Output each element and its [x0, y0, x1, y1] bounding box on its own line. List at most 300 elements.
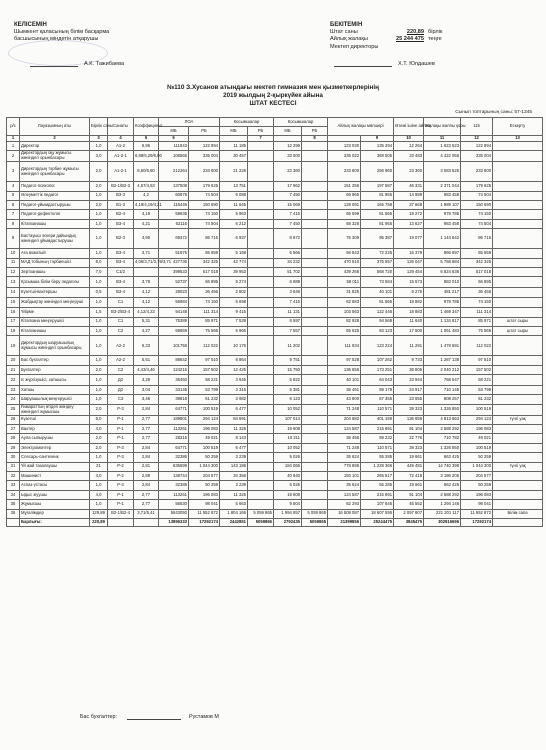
- table-row: [7, 191, 543, 200]
- table-cell: 116446: [159, 200, 189, 209]
- table-cell: 122 446: [361, 308, 394, 317]
- table-cell: А1-2: [108, 142, 134, 151]
- table-cell: 56 843: [328, 249, 361, 258]
- table-cell: 2,77: [134, 425, 159, 434]
- approve-heading: БЕКІТЕМІН: [330, 22, 363, 28]
- table-row: [7, 365, 543, 374]
- table-cell: 11 131: [274, 308, 302, 317]
- table-cell: штат сыры: [493, 327, 543, 336]
- table-cell: 2 097 607: [394, 509, 424, 518]
- position-name-cell: Іс жүргізушісі, хатшысы: [20, 375, 90, 386]
- table-cell: 6 566: [274, 249, 302, 258]
- table-cell: В2-1/В2-4: [108, 509, 134, 518]
- table-cell: 66 965: [328, 191, 361, 200]
- salary-fund-unit: теңге: [428, 36, 442, 43]
- table-cell: 2,84: [134, 443, 159, 452]
- table-row: [7, 229, 543, 249]
- table-cell: 4 813 663: [424, 415, 461, 424]
- table-cell: 64771: [159, 443, 189, 452]
- header-name: Лауазымның аты: [20, 118, 90, 136]
- table-cell: 74 150: [189, 297, 220, 308]
- table-cell: 6 088: [220, 191, 248, 200]
- table-cell: 5 966: [220, 327, 248, 336]
- table-cell: [302, 297, 328, 308]
- table-cell: 74 150: [189, 210, 220, 219]
- table-cell: 13 627: [394, 219, 424, 228]
- table-cell: 75 566: [461, 327, 493, 336]
- staff-count-unit: бірлік: [428, 29, 443, 36]
- table-cell: 11 202: [274, 336, 302, 356]
- table-cell: 335 004: [189, 151, 220, 162]
- table-cell: 4,0: [90, 425, 108, 434]
- column-number-cell: 3: [90, 136, 108, 142]
- table-cell: А2-2: [108, 356, 134, 365]
- table-cell: 36 605: [394, 365, 424, 374]
- table-cell: 179 625: [189, 182, 220, 191]
- table-cell: 2,0: [90, 162, 108, 182]
- table-row: [7, 509, 543, 518]
- table-cell: 3,71/5,41: [134, 509, 159, 518]
- table-cell: 5 059 865: [248, 509, 274, 518]
- table-cell: 66 895: [189, 277, 220, 288]
- position-name-cell: Педагог-ұйымдастырушы: [20, 200, 90, 209]
- table-row: [7, 219, 543, 228]
- total-cell: 21399856: [328, 518, 361, 526]
- table-cell: [302, 151, 328, 162]
- table-cell: 196 083: [461, 490, 493, 499]
- table-cell: 4,06/3,71/3,78/3,71: [134, 258, 159, 267]
- table-cell: [302, 277, 328, 288]
- table-cell: В3-4: [108, 258, 134, 267]
- table-cell: [493, 386, 543, 395]
- staff-schedule-table: [6, 117, 543, 527]
- table-cell: 16 508 087: [328, 509, 361, 518]
- table-cell: 34 232: [274, 258, 302, 267]
- column-number-cell: 11: [424, 136, 461, 142]
- table-cell: Р-1: [108, 425, 134, 434]
- total-cell: 17292174: [461, 518, 493, 526]
- table-cell: 10: [7, 249, 20, 258]
- table-cell: 52737: [159, 277, 189, 288]
- table-cell: 85 971: [189, 317, 220, 326]
- table-row: [7, 443, 543, 452]
- table-cell: 106565: [159, 151, 189, 162]
- table-cell: 21 226: [220, 162, 248, 182]
- table-cell: 8: [7, 219, 20, 228]
- table-cell: [248, 258, 274, 267]
- table-cell: 111 934: [328, 336, 361, 356]
- table-cell: 6 212: [220, 219, 248, 228]
- table-cell: 342 325: [461, 258, 493, 267]
- table-cell: [248, 288, 274, 297]
- table-cell: 6 689: [274, 277, 302, 288]
- table-cell: 3 646: [274, 288, 302, 297]
- table-cell: [248, 453, 274, 462]
- table-cell: 517 018: [461, 267, 493, 276]
- position-name-cell: Аула сыпырушы: [20, 434, 90, 443]
- table-cell: 59659: [159, 327, 189, 336]
- table-body: [7, 136, 543, 527]
- table-cell: 32386: [159, 453, 189, 462]
- table-cell: 16: [7, 308, 20, 317]
- table-cell: 196 083: [189, 425, 220, 434]
- approval-left-block: [14, 22, 109, 44]
- table-row: [7, 386, 543, 395]
- table-cell: 5 059 865: [302, 509, 328, 518]
- table-cell: 13 751: [220, 182, 248, 191]
- table-cell: 1 134 817: [424, 317, 461, 326]
- table-cell: 72 225: [361, 249, 394, 258]
- table-cell: 37 668: [394, 200, 424, 209]
- table-cell: 335 022: [328, 151, 361, 162]
- table-cell: 157 502: [461, 365, 493, 374]
- table-cell: 111 314: [461, 308, 493, 317]
- table-cell: [493, 200, 543, 209]
- table-cell: 2,84: [134, 404, 159, 415]
- table-cell: 1 326 850: [424, 443, 461, 452]
- table-cell: В3-2/В3-4: [108, 308, 134, 317]
- table-cell: 94148: [159, 308, 189, 317]
- table-cell: 39 323: [394, 443, 424, 452]
- table-cell: В1-3: [108, 200, 134, 209]
- table-cell: [302, 267, 328, 276]
- header-rn: р/с: [7, 118, 20, 136]
- table-cell: [302, 288, 328, 297]
- table-cell: 4,19: [134, 210, 159, 219]
- table-cell: 710 782: [424, 434, 461, 443]
- table-cell: Р-3: [108, 481, 134, 490]
- table-cell: 983 458: [424, 191, 461, 200]
- table-cell: [493, 471, 543, 480]
- table-cell: 2 040 212: [424, 365, 461, 374]
- table-cell: 33: [7, 481, 20, 490]
- table-cell: 150 690: [189, 200, 220, 209]
- table-cell: [493, 182, 543, 191]
- position-name-cell: Директордың оқу жұмысы жөніндегі орынбасары: [20, 151, 90, 162]
- table-cell: 34: [7, 490, 20, 499]
- table-cell: 95 387: [361, 229, 394, 249]
- table-cell: Р-1: [108, 490, 134, 499]
- table-cell: 376 557: [361, 258, 394, 267]
- table-cell: [493, 162, 543, 182]
- position-name-cell: Аға вожатый: [20, 249, 90, 258]
- position-name-cell: Кітапханашы: [20, 219, 90, 228]
- table-cell: [248, 462, 274, 471]
- table-cell: [302, 434, 328, 443]
- table-cell: [248, 386, 274, 395]
- salary-fund-label: Айлық жалақы: [330, 36, 368, 43]
- table-cell: 2,77: [134, 434, 159, 443]
- table-cell: [302, 395, 328, 404]
- column-number-cell: 10: [394, 136, 424, 142]
- total-cell: 17292174: [189, 518, 220, 526]
- table-cell: 138744: [159, 471, 189, 480]
- table-cell: 27: [7, 425, 20, 434]
- table-cell: 1,0: [90, 229, 108, 249]
- table-cell: 24: [7, 395, 20, 404]
- table-cell: [248, 365, 274, 374]
- table-row: [7, 375, 543, 386]
- table-cell: 978 786: [424, 297, 461, 308]
- table-cell: 91 104: [394, 490, 424, 499]
- table-cell: 5 698: [220, 297, 248, 308]
- table-cell: 10 052: [274, 443, 302, 452]
- table-cell: [493, 336, 543, 356]
- agree-line-1: Шымкент қаласының білім басқарма: [14, 29, 110, 36]
- table-cell: 5,51: [134, 356, 159, 365]
- table-cell: [493, 191, 543, 200]
- position-name-cell: Аспаз-үстасы: [20, 481, 90, 490]
- table-cell: 3 315: [220, 386, 248, 395]
- table-cell: [493, 500, 543, 509]
- table-cell: 5 168: [220, 249, 248, 258]
- table-cell: 6 477: [220, 404, 248, 415]
- table-cell: 8,0: [90, 258, 108, 267]
- table-cell: 7,0: [90, 267, 108, 276]
- table-cell: 73 584: [361, 277, 394, 288]
- table-cell: 3,71: [134, 249, 159, 258]
- table-cell: А1-2-1: [108, 162, 134, 182]
- table-cell: А1-2-1: [108, 151, 134, 162]
- table-cell: 439 266: [328, 267, 361, 276]
- table-cell: 4,2: [134, 191, 159, 200]
- table-cell: 3: [7, 162, 20, 182]
- table-cell: 13: [7, 277, 20, 288]
- table-cell: 40 940: [274, 471, 302, 480]
- table-cell: 233 600: [461, 162, 493, 182]
- table-cell: 7: [7, 210, 20, 219]
- total-cell: 25244475: [361, 518, 394, 526]
- table-cell: 2 588 292: [424, 490, 461, 499]
- table-cell: 2,0: [90, 404, 108, 415]
- table-cell: 9 733: [394, 356, 424, 365]
- table-cell: 97 510: [461, 356, 493, 365]
- table-cell: 8 143: [220, 434, 248, 443]
- table-row: [7, 471, 543, 480]
- table-cell: 1,0: [90, 317, 108, 326]
- position-name-cell: Директор: [20, 142, 90, 151]
- table-cell: 6,33: [134, 336, 159, 356]
- table-cell: 50 259: [189, 481, 220, 490]
- table-cell: 5 026: [274, 453, 302, 462]
- table-cell: 197 587: [361, 182, 394, 191]
- table-cell: 9 751: [274, 356, 302, 365]
- table-cell: 883 010: [424, 277, 461, 288]
- position-name-cell: Шаруашылық меңгерушісі: [20, 395, 90, 404]
- table-cell: 5 381: [274, 386, 302, 395]
- table-cell: 86 715: [189, 229, 220, 249]
- table-cell: 23 360: [394, 162, 424, 182]
- table-cell: [302, 327, 328, 336]
- table-cell: В2-1/В2-3: [108, 182, 134, 191]
- column-number-cell: 2: [20, 136, 90, 142]
- table-row: [7, 308, 543, 317]
- table-cell: 33 500: [274, 151, 302, 162]
- table-cell: 18 607 595: [361, 509, 394, 518]
- table-cell: 2,81: [134, 462, 159, 471]
- position-name-cell: Жұмысшы: [20, 500, 90, 509]
- position-name-cell: Бас бухгалтер: [20, 356, 90, 365]
- table-cell: 1 989 107: [424, 200, 461, 209]
- table-cell: 1,0: [90, 336, 108, 356]
- table-cell: 14 989: [394, 191, 424, 200]
- table-cell: [493, 277, 543, 288]
- total-cell: [134, 518, 159, 526]
- table-cell: штат сыры: [493, 317, 543, 326]
- table-cell: 1,0: [90, 375, 108, 386]
- table-cell: 50 259: [189, 453, 220, 462]
- header-allowances-2: Косымшалар: [274, 118, 328, 127]
- table-cell: [493, 229, 543, 249]
- table-cell: 2,77: [134, 490, 159, 499]
- table-cell: 294 124: [189, 415, 220, 424]
- table-cell: 7 450: [274, 191, 302, 200]
- table-cell: 59636: [159, 210, 189, 219]
- table-cell: 30 457: [220, 151, 248, 162]
- table-cell: 9 804: [274, 500, 302, 509]
- table-row: [7, 288, 543, 297]
- table-cell: В3-4: [108, 219, 134, 228]
- table-cell: 5 663: [220, 500, 248, 509]
- table-cell: А2-2: [108, 336, 134, 356]
- left-signer-name: А.К. Тажибаева: [84, 61, 125, 67]
- table-cell: [493, 434, 543, 443]
- header-salary-month: Айлық жалақы мөлшері: [328, 118, 394, 136]
- table-cell: 33 483: [394, 151, 424, 162]
- table-cell: 1 469 347: [424, 308, 461, 317]
- table-cell: 20: [7, 356, 20, 365]
- table-cell: [302, 365, 328, 374]
- document-title-main: ШТАТ КЕСТЕСІ: [249, 100, 297, 107]
- table-cell: 22: [7, 375, 20, 386]
- table-cell: 1 061 483: [424, 327, 461, 336]
- table-cell: 3,04: [134, 386, 159, 395]
- table-cell: 6,60/6,60: [134, 162, 159, 182]
- table-cell: 1 044 300: [461, 462, 493, 471]
- table-cell: 1,0: [90, 356, 108, 365]
- table-cell: 1,0: [90, 249, 108, 258]
- table-cell: [302, 375, 328, 386]
- position-name-cell: Ғимараттың өтідегі жөндеу жөніндегі жұмысшы: [20, 404, 90, 415]
- right-signer-name: Х.Т. Юлдашев: [398, 61, 435, 67]
- table-row: [7, 142, 543, 151]
- table-cell: Д2: [108, 386, 134, 395]
- table-cell: 36 456: [328, 434, 361, 443]
- total-row: [7, 518, 543, 526]
- position-name-cell: Слесарь-сантехник: [20, 453, 90, 462]
- table-cell: 1 294 146: [424, 500, 461, 509]
- table-cell: 43 800: [328, 395, 361, 404]
- table-cell: 193 101: [328, 471, 361, 480]
- table-cell: [302, 249, 328, 258]
- table-cell: 128 091: [328, 200, 361, 209]
- table-row: [7, 200, 543, 209]
- table-cell: 635699: [159, 462, 189, 471]
- table-cell: [248, 471, 274, 480]
- table-cell: В3-4: [108, 249, 134, 258]
- table-cell: 12 299: [274, 142, 302, 151]
- table-cell: 184 066: [274, 462, 302, 471]
- table-cell: 19 608: [274, 490, 302, 499]
- table-cell: 19: [7, 336, 20, 356]
- table-cell: Р-3: [108, 453, 134, 462]
- column-number-cell: 12: [461, 136, 493, 142]
- table-cell: [493, 210, 543, 219]
- table-cell: 470 510: [328, 258, 361, 267]
- table-cell: [302, 386, 328, 395]
- table-cell: 2,0: [90, 182, 108, 191]
- table-cell: [248, 191, 274, 200]
- table-cell: 2,0: [90, 200, 108, 209]
- table-cell: 51675: [159, 249, 189, 258]
- table-cell: С1: [108, 317, 134, 326]
- table-cell: 100 519: [461, 404, 493, 415]
- table-cell: 14 740 398: [424, 462, 461, 471]
- table-cell: 6,95: [134, 142, 159, 151]
- table-cell: 6 123: [274, 395, 302, 404]
- table-cell: 24 917: [394, 386, 424, 395]
- position-name-cell: Күзетші: [20, 415, 90, 424]
- left-signature: [30, 61, 124, 67]
- table-cell: 4,90: [134, 229, 159, 249]
- table-cell: 100 519: [189, 404, 220, 415]
- table-cell: [493, 142, 543, 151]
- table-cell: 517 018: [189, 267, 220, 276]
- table-cell: Р-2: [108, 462, 134, 471]
- table-cell: [302, 336, 328, 356]
- table-cell: 58 011: [328, 277, 361, 288]
- position-name-cell: Вахтер: [20, 425, 90, 434]
- table-cell: 62116: [159, 219, 189, 228]
- table-row: [7, 404, 543, 415]
- table-cell: 51 702: [274, 267, 302, 276]
- table-cell: 107 014: [274, 415, 302, 424]
- table-cell: 265 517: [361, 471, 394, 480]
- table-cell: 74 504: [461, 191, 493, 200]
- table-row: [7, 490, 543, 499]
- table-cell: [248, 142, 274, 151]
- table-cell: 39 953: [220, 267, 248, 276]
- footer-signature: [80, 714, 219, 720]
- table-cell: В3-4: [108, 277, 134, 288]
- subheader-allow2-mb: МБ: [274, 127, 302, 136]
- table-cell: 28: [7, 434, 20, 443]
- table-cell: 4,19/4,19/4,21: [134, 200, 159, 209]
- table-cell: 2 588 292: [424, 425, 461, 434]
- table-cell: 778 886: [328, 462, 361, 471]
- table-cell: 196 083: [461, 425, 493, 434]
- table-cell: 5 274: [220, 277, 248, 288]
- table-cell: 368 505: [361, 151, 394, 162]
- table-cell: 11 645: [220, 200, 248, 209]
- table-cell: [493, 365, 543, 374]
- table-cell: 19 608: [274, 425, 302, 434]
- table-cell: [493, 297, 543, 308]
- table-cell: 111 314: [189, 308, 220, 317]
- table-cell: 14: [7, 288, 20, 297]
- table-cell: [493, 267, 543, 276]
- table-cell: 12: [7, 267, 20, 276]
- table-cell: 1,0: [90, 210, 108, 219]
- table-cell: 2 371 044: [424, 182, 461, 191]
- subheader-salary-rb: РБ: [189, 127, 220, 136]
- table-cell: 5: [7, 191, 20, 200]
- table-cell: 17: [7, 317, 20, 326]
- position-name-cell: Хатшы: [20, 386, 90, 395]
- table-cell: 15 573: [394, 277, 424, 288]
- table-cell: 5 963: [220, 210, 248, 219]
- total-cell: 302916696: [424, 518, 461, 526]
